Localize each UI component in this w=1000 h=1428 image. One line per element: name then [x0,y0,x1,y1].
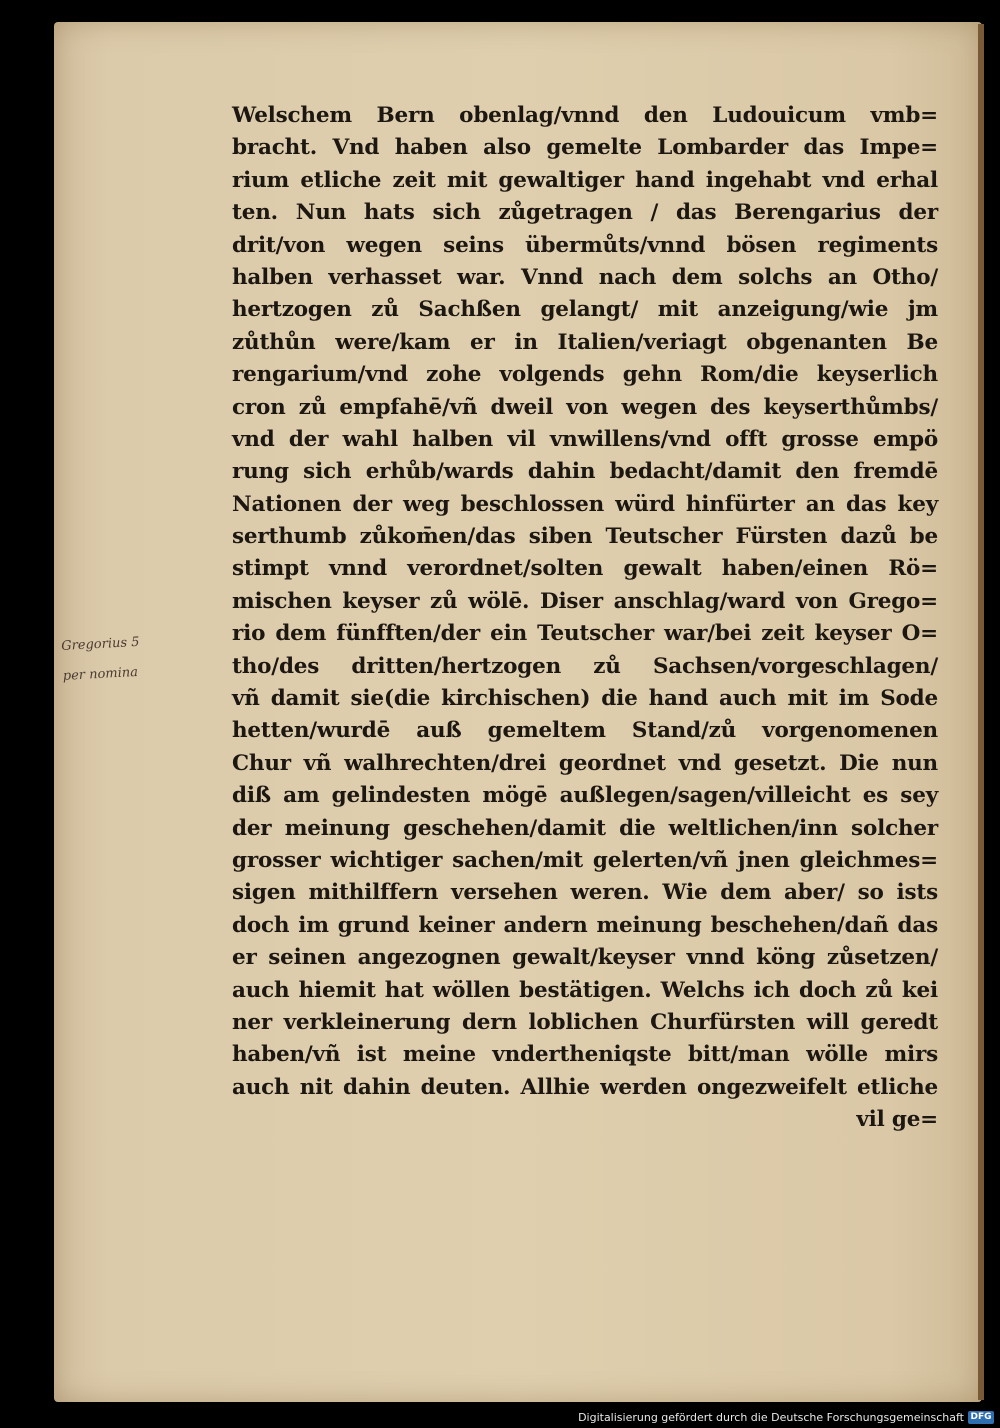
text-line: hertzogen zů Sachßen gelangt/ mit anzeigung/wie jm [232,297,938,323]
text-line: rengarium/vnd zohe volgends gehn Rom/die keyserlich [232,362,938,388]
text-line: doch im grund keiner andern meinung beschehen/dañ das [232,912,938,938]
text-line: Welschem Bern obenlag/vnnd den Ludouicum vmb= [232,103,938,128]
text-line: der meinung geschehen/damit die weltlichen/inn solcher [232,815,938,841]
text-line: rio dem fünfften/der ein Teutscher war/bei zeit keyser O= [232,621,938,647]
text-line: grosser wichtiger sachen/mit gelerten/vñ jnen gleichmes= [232,847,938,873]
text-line: sigen mithilffern versehen weren. Wie dem aber/ so ists [232,880,938,906]
text-line: serthumb zůkom̄en/das siben Teutscher Fürsten dazů be [232,524,938,550]
text-line: ner verkleinerung dern loblichen Churfürsten will geredt [232,1009,938,1035]
margin-note-line: Gregorius 5 [60,634,140,654]
margin-note-line: per nomina [62,664,139,684]
text-line: auch nit dahin deuten. Allhie werden ongezweifelt etliche [232,1074,938,1100]
text-line: vnd der wahl halben vil vnwillens/vnd offt grosse empö [232,426,938,452]
funding-credit: Digitalisierung gefördert durch die Deutsche Forschungsgemeinschaft [578,1411,964,1424]
text-line: mischen keyser zů wölē. Diser anschlag/ward von Grego= [232,588,938,614]
text-line: drit/von wegen seins übermůts/vnnd bösen regiments [232,232,938,258]
body-text [232,100,938,1137]
text-line: auch hiemit hat wöllen bestätigen. Welchs ich doch zů kei [232,977,938,1003]
text-line: zůthůn were/kam er in Italien/veriagt obgenanten Be [232,329,938,355]
text-line: halben verhasset war. Vnnd nach dem solchs an Otho/ [232,264,938,290]
catchword: vil ge= [856,1107,938,1133]
text-line: bracht. Vnd haben also gemelte Lombarder das Impe= [232,135,938,161]
text-line: diß am gelindesten mögē außlegen/sagen/villeicht es sey [232,783,938,809]
text-line: er seinen angezognen gewalt/keyser vnnd köng zůsetzen/ [232,945,938,971]
text-line: ten. Nun hats sich zůgetragen / das Berengarius der [232,200,938,226]
text-line: hetten/wurdē auß gemeltem Stand/zů vorgenomenen [232,718,938,744]
margin-note [61,624,214,692]
text-line: Nationen der weg beschlossen würd hinfürter an das key [232,491,938,517]
page-edge [978,24,984,1400]
text-line: vñ damit sie(die kirchischen) die hand auch mit im Sode [232,686,938,712]
text-line: tho/des dritten/hertzogen zů Sachsen/vorgeschlagen/ [232,653,938,679]
text-line: stimpt vnnd verordnet/solten gewalt haben/einen Rö= [232,556,938,582]
text-line: cron zů empfahē/vñ dweil von wegen des keyserthůmbs/ [232,394,938,420]
dfg-logo-icon: DFG [968,1411,994,1424]
text-line: rium etliche zeit mit gewaltiger hand ingehabt vnd erhal [232,167,938,193]
text-line: rung sich erhůb/wards dahin bedacht/damit den fremdē [232,459,938,485]
text-line: Chur vñ walhrechten/drei geordnet vnd gesetzt. Die nun [232,750,938,776]
text-line: haben/vñ ist meine vndertheniqste bitt/man wölle mirs [232,1042,938,1068]
